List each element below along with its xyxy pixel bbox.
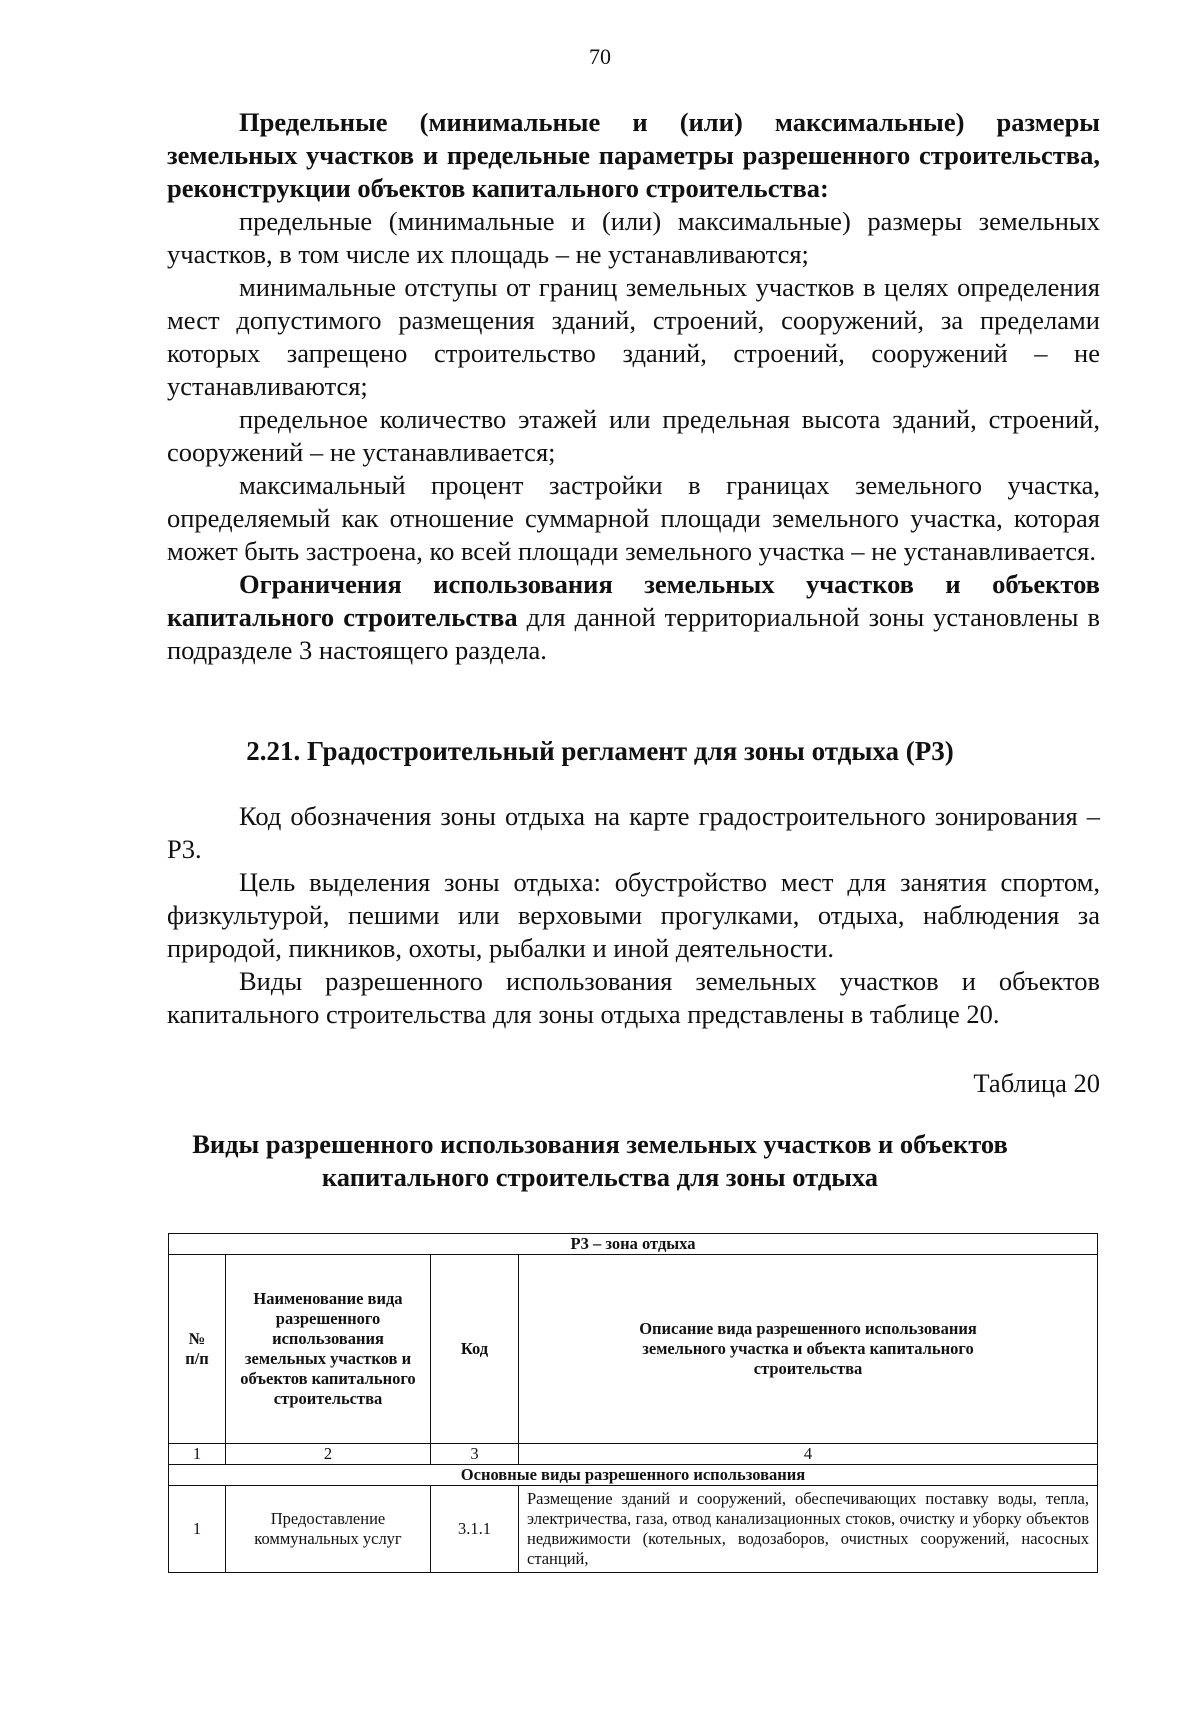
regulation-table (168, 1233, 1098, 1573)
table-caption: Таблица 20 (973, 1068, 1100, 1098)
table-title (0, 1128, 1200, 1194)
limits-paragraph: предельные (минимальные и (или) максимальные) размеры земельных участков, в том числе их площадь – не устанавливаются; (167, 206, 1100, 269)
limits-paragraph: минимальные отступы от границ земельных участков в целях определения мест допустимого размещения зданий, строений, сооружений, за пределами которых запрещено строительство зданий, строений, сооружений – не устанавливаются; (167, 272, 1100, 401)
limits-section (167, 106, 1100, 667)
page-number: 70 (589, 44, 611, 69)
limits-paragraph: максимальный процент застройки в границах земельного участка, определяемый как отношение суммарной площади земельного участка, которая может быть застроена, ко всей площади земельного участка – не устанавливается. (167, 470, 1100, 566)
restrictions-paragraph (167, 568, 1100, 667)
table-title-line: капитального строительства для зоны отдыха (321, 1162, 879, 1192)
zone-header-cell: Р3 – зона отдыха (169, 1234, 1098, 1255)
column-number: 1 (169, 1444, 226, 1465)
row-code: 3.1.1 (431, 1486, 519, 1573)
intro-paragraph: Цель выделения зоны отдыха: обустройство мест для занятия спортом, физкультурой, пешими или верховыми прогулками, отдыха, наблюдения за природой, пикников, охоты, рыбалки и иной деятельности. (167, 867, 1100, 963)
intro-paragraph: Код обозначения зоны отдыха на карте градостроительного зонирования – Р3. (167, 801, 1100, 864)
limits-paragraph: предельное количество этажей или предельная высота зданий, строений, сооружений – не устанавливается; (167, 404, 1100, 467)
restrictions-rest: для данной территориальной зоны установлены в подразделе 3 настоящего раздела. (167, 602, 1100, 665)
restrictions-bold: Ограничения использования земельных участков и объектов капитального строительства (167, 569, 1100, 632)
table-row (169, 1486, 1098, 1573)
row-desc: Размещение зданий и сооружений, обеспечивающих поставку воды, тепла, электричества, газа, отвод канализационных стоков, очистку и уборку объектов недвижимости (котельных, водозаборов, очистных сооружений, насосных станций, (519, 1486, 1098, 1573)
table-header-row (169, 1255, 1098, 1444)
table-group-row (169, 1465, 1098, 1486)
header-name: Наименование вида разрешенного использования земельных участков и объектов капитального строительства (226, 1255, 431, 1444)
row-num: 1 (169, 1486, 226, 1573)
column-number: 3 (431, 1444, 519, 1465)
intro-paragraph: Виды разрешенного использования земельных участков и объектов капитального строительства для зоны отдыха представлены в таблице 20. (167, 966, 1100, 1029)
header-num: № п/п (169, 1255, 226, 1444)
section-title: 2.21. Градостроительный регламент для зоны отдыха (Р3) (246, 736, 954, 766)
header-code: Код (431, 1255, 519, 1444)
intro-section (167, 800, 1100, 1031)
table-zone-row (169, 1234, 1098, 1255)
column-number: 2 (226, 1444, 431, 1465)
limits-heading: Предельные (минимальные и (или) максимальные) размеры земельных участков и предельные параметры разрешенного строительства, реконструкции объектов капитального строительства: (167, 107, 1100, 203)
group-header-cell: Основные виды разрешенного использования (169, 1465, 1098, 1486)
table-title-line: Виды разрешенного использования земельных участков и объектов (192, 1129, 1008, 1159)
column-number: 4 (519, 1444, 1098, 1465)
row-name: Предоставление коммунальных услуг (226, 1486, 431, 1573)
header-desc: Описание вида разрешенного использования земельного участка и объекта капитального строительства (519, 1255, 1098, 1444)
table-column-numbers-row (169, 1444, 1098, 1465)
